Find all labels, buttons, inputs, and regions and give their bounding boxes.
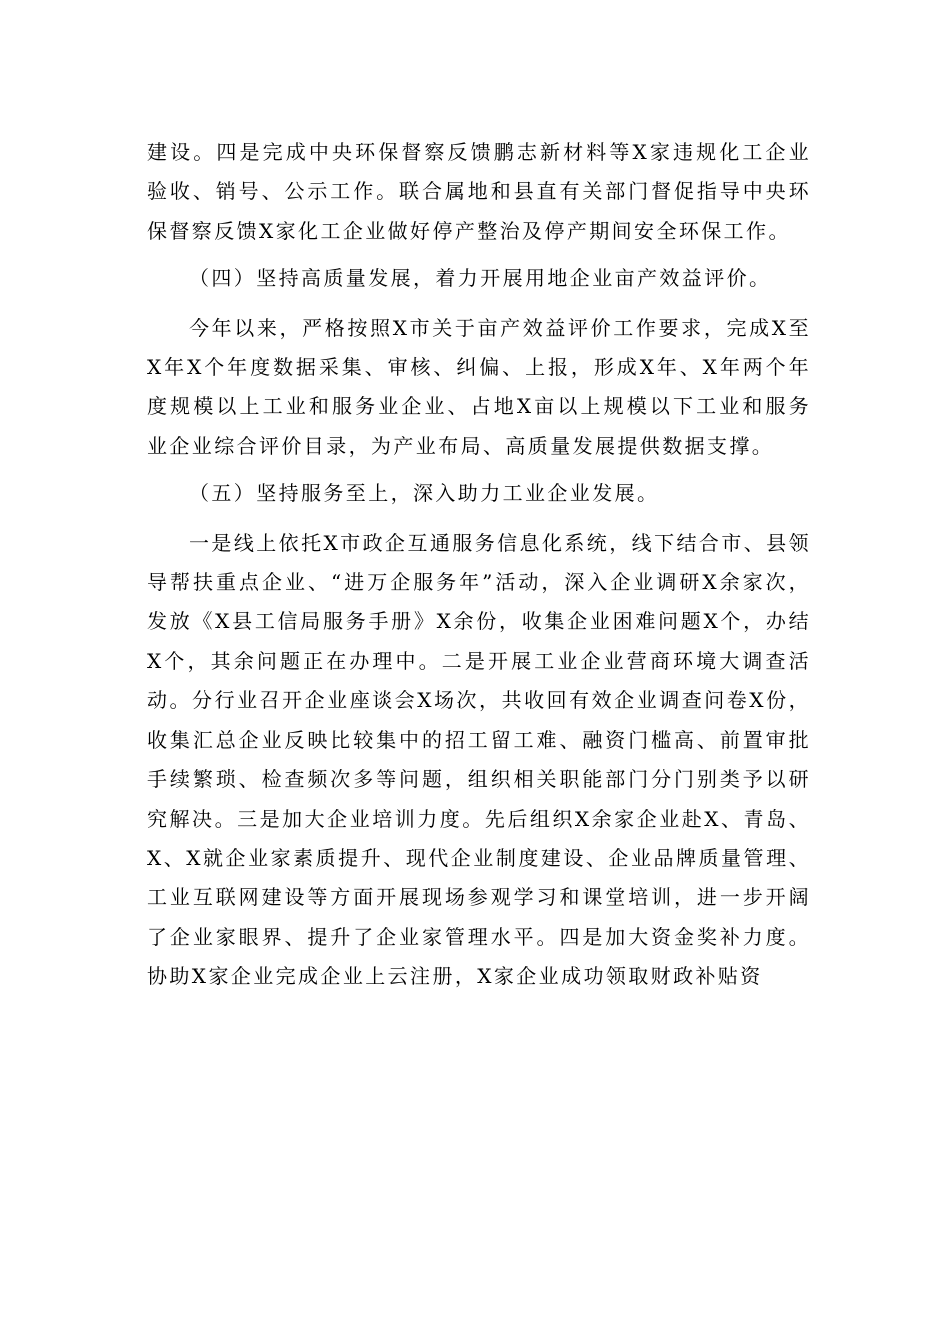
section-heading-four: （四）坚持高质量发展，着力开展用地企业亩产效益评价。 <box>189 266 772 291</box>
body-paragraph: 今年以来，严格按照X市关于亩产效益评价工作要求，完成X至X年X个年度数据采集、审核、纠偏、上报，形成X年、X年两个年度规模以上工业和服务业企业、占地X亩以上规模以下工业和服务业企业综合评价目录，为产业布局、高质量发展提供数据支撑。 <box>147 315 811 458</box>
document-page <box>147 133 811 997</box>
body-paragraph: 一是线上依托X市政企互通服务信息化系统，线下结合市、县领导帮扶重点企业、“进万企服务年”活动，深入企业调研X余家次，发放《X县工信局服务手册》X余份，收集企业困难问题X个，办结X个，其余问题正在办理中。二是开展工业企业营商环境大调查活动。分行业召开企业座谈会X场次，共收回有效企业调查问卷X份，收集汇总企业反映比较集中的招工留工难、融资门槛高、前置审批手续繁琐、检查频次多等问题，组织相关职能部门分门别类予以研究解决。三是加大企业培训力度。先后组织X余家企业赴X、青岛、X、X就企业家素质提升、现代企业制度建设、企业品牌质量管理、工业互联网建设等方面开展现场参观学习和课堂培训，进一步开阔了企业家眼界、提升了企业家管理水平。四是加大资金奖补力度。协助X家企业完成企业上云注册，X家企业成功领取财政补贴资 <box>147 530 811 989</box>
section-heading-five: （五）坚持服务至上，深入助力工业企业发展。 <box>189 481 660 506</box>
continuation-paragraph: 建设。四是完成中央环保督察反馈鹏志新材料等X家违规化工企业验收、销号、公示工作。联合属地和县直有关部门督促指导中央环保督察反馈X家化工企业做好停产整治及停产期间安全环保工作。 <box>147 140 811 243</box>
